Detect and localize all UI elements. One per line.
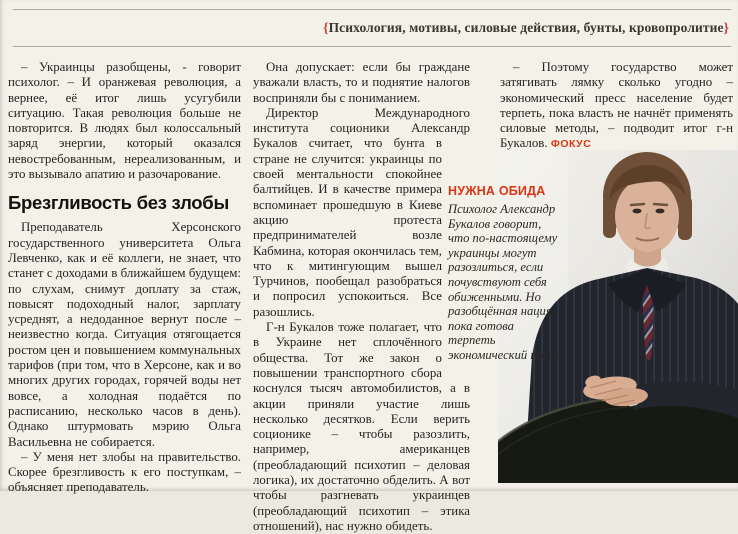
paragraph: – У меня нет злобы на правительство. Скорее брезгливость к его поступкам, – объясняет преподаватель. bbox=[8, 449, 241, 495]
paragraph: – Украинцы разобщены, - говорит психолог. – И оранжевая революция, а вернее, её итог лишь усугубили ситуацию. Такая революция больше не повторится. В людях был колоссальный заряд энергии, который оказался невостребованным, нереализованным, и это вызывало апатию и разочарование. bbox=[8, 60, 241, 182]
paragraph: Она допускает: если бы граждане уважали власть, то и поднятие налогов восприняли бы с пониманием. bbox=[253, 60, 470, 105]
header-topic-tag bbox=[323, 20, 729, 36]
header-rule-top bbox=[13, 9, 731, 10]
header-rule-bottom bbox=[13, 46, 731, 47]
paragraph: Директор Международного института соционики Александр Букалов считает, что бунта в стране не случится: украинцы по своей ментальности спокойнее балтийцев. И в качестве примера вспоминает прошедшую в Киеве акцию протеста предпринимателей возле Кабмина, которая окончилась тем, что к митингующим вышел Турчинов, пообещал разобраться и попросил успокоиться. Все разошлись. bbox=[253, 105, 470, 319]
header-topic-text: Психология, мотивы, силовые действия, бунты, кровопролитие bbox=[328, 20, 724, 35]
paragraph: Г-н Букалов тоже полагает, что в Украине нет сплочённого общества. Тот же закон о повышении транспортного сбора коснулся тысяч автомобилистов, а в акции приняли участие лишь несколько десятков. Если верить соционике – чтобы разозлить, например, американцев (преобладающий психотип – деловая логика), их достаточно обделить. А вот чтобы разгневать украинцев (преобладающий психотип – этика отношений), нас нужно обидеть. bbox=[253, 320, 470, 533]
article-column-2 bbox=[253, 60, 470, 534]
article-heading: Брезгливость без злобы bbox=[8, 192, 229, 214]
sidebar-body: Психолог Александр Букалов говорит, что по-настоящему украинцы могут разозлиться, если почувствуют себя обиженными. Но разобщённая нация пока готова терпеть экономический пресс bbox=[448, 202, 560, 362]
magazine-end-tag: ФОКУС bbox=[550, 138, 592, 151]
brace-close: } bbox=[723, 20, 729, 35]
article-column-3 bbox=[500, 60, 733, 153]
closing-paragraph: – Поэтому государство может затягивать лямку сколько угодно – экономический пресс население будет терпеть, пока власть не начнёт применять силовые методы, – подводит итог г-н Букалов. bbox=[500, 60, 733, 151]
sidebar-title: НУЖНА ОБИДА bbox=[448, 184, 546, 198]
article-column-1 bbox=[8, 60, 241, 496]
sidebar-pullquote bbox=[448, 184, 564, 363]
paragraph bbox=[500, 60, 733, 153]
paragraph: Преподаватель Херсонского государственного университета Ольга Левченко, как и её коллеги, не знает, что станет с доходами в ближайшем будущем: по слухам, снимут доплату за стаж, повысят подоходный налог, зарплату усреднят, а недоданное вернут после – неизвестно когда. Ситуация отягощается ростом цен и повышением коммунальных тарифов (при том, что в Херсоне, как и во многих других городах, горячей воды нет вовсе, а холодная подаётся по расписанию, несколько часов в день). Однако штурмовать мэрию Ольга Васильевна не собирается. bbox=[8, 220, 241, 449]
brace-open: { bbox=[323, 20, 329, 35]
